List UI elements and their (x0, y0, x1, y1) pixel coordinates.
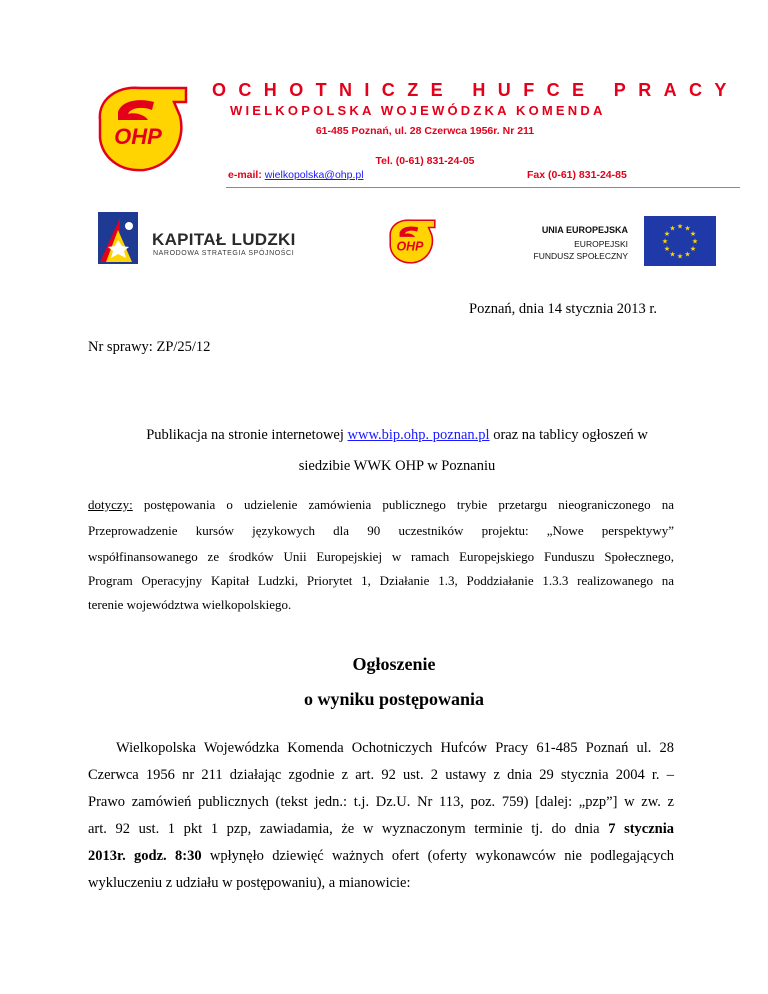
org-subtitle: WIELKOPOLSKA WOJEWÓDZKA KOMENDA (230, 103, 606, 118)
org-name: OCHOTNICZE HUFCE PRACY (212, 80, 739, 100)
body-line-2: Czerwca 1956 nr 211 działając zgodnie z art. 92 ust. 2 ustawy z dnia 29 stycznia 2004 r. – (88, 767, 674, 783)
org-fax: Fax (0-61) 831-24-85 (527, 169, 627, 181)
body-line-4-text: art. 92 ust. 1 pkt 1 pzp, zawiadamia, że w wyznaczonym terminie tj. do dnia (88, 821, 609, 837)
subject-line-3: współfinansowanego ze środków Unii Europejskiej w ramach Europejskiego Funduszu Społecznego, (88, 549, 674, 564)
eu-star-icon: ★ (689, 245, 697, 253)
subject-line-4: Program Operacyjny Kapitał Ludzki, Priorytet 1, Działanie 1.3, Poddziałanie 1.3.3 realizowanego na (88, 573, 674, 588)
case-number: Nr sprawy: ZP/25/12 (88, 339, 211, 355)
subject-line-5: terenie województwa wielkopolskiego. (88, 597, 292, 612)
kapital-ludzki-subtitle: NARODOWA STRATEGIA SPÓJNOŚCI (153, 250, 295, 257)
deadline-date: 7 stycznia (608, 821, 675, 837)
eu-star-icon: ★ (663, 230, 671, 238)
subject-line-1 (88, 497, 674, 513)
ohp-small-logo-text: OHP (396, 239, 424, 254)
publication-text-after: oraz na tablicy ogłoszeń w (489, 427, 648, 443)
org-phone: Tel. (0-61) 831-24-05 (375, 155, 475, 167)
announcement-subtitle: o wyniku postępowania (303, 689, 485, 709)
eu-star-icon: ★ (663, 245, 671, 253)
eu-star-icon: ★ (661, 237, 669, 246)
email-label: e-mail: (228, 169, 262, 181)
announcement-title: Ogłoszenie (352, 654, 436, 674)
eu-star-icon: ★ (676, 222, 684, 231)
publication-text-before: Publikacja na stronie internetowej (146, 427, 348, 443)
header-divider (226, 187, 740, 188)
org-email-line (228, 169, 364, 181)
ohp-small-logo (384, 216, 440, 266)
body-line-1: Wielkopolska Wojewódzka Komenda Ochotniczych Hufców Pracy 61-485 Poznań ul. 28 (116, 740, 674, 756)
eu-label-line1: UNIA EUROPEJSKA (541, 225, 628, 235)
subject-text-1: postępowania o udzielenie zamówienia publicznego trybie przetargu nieograniczonego na (132, 497, 674, 512)
email-link[interactable]: wielkopolska@ohp.pl (264, 169, 364, 181)
eu-label-line2: EUROPEJSKI (574, 239, 628, 249)
deadline-time: 2013r. godz. 8:30 (88, 848, 202, 864)
letter-date: Poznań, dnia 14 stycznia 2013 r. (469, 301, 658, 317)
kapital-ludzki-emblem (96, 210, 140, 266)
ohp-logo-text: OHP (114, 124, 162, 149)
kapital-ludzki-title: KAPITAŁ LUDZKI (152, 230, 296, 249)
eu-star-icon: ★ (684, 224, 691, 233)
publication-line-2: siedzibie WWK OHP w Poznaniu (298, 458, 496, 474)
body-line-6: wykluczeniu z udziału w postępowaniu), a mianowicie: (88, 875, 411, 891)
eu-star-icon: ★ (684, 250, 691, 259)
eu-star-icon: ★ (691, 237, 699, 246)
eu-star-icon: ★ (669, 250, 676, 259)
eu-star-icon: ★ (669, 224, 676, 233)
body-line-5-text: wpłynęło dziewięć ważnych ofert (oferty wykonawców nie podlegających (201, 848, 675, 864)
eu-flag-icon (644, 216, 716, 266)
body-line-5 (88, 848, 674, 866)
body-line-4 (88, 821, 674, 839)
org-address: 61-485 Poznań, ul. 28 Czerwca 1956r. Nr 211 (315, 125, 535, 137)
publication-line-1 (0, 427, 768, 444)
bip-link[interactable]: www.bip.ohp. poznan.pl (347, 427, 490, 443)
eu-label-line3: FUNDUSZ SPOŁECZNY (533, 251, 628, 261)
subject-label: dotyczy: (88, 497, 133, 512)
eu-star-icon: ★ (689, 230, 697, 238)
eu-star-icon: ★ (676, 252, 684, 261)
body-line-3: Prawo zamówień publicznych (tekst jedn.: t.j. Dz.U. Nr 113, poz. 759) [dalej: „pzp”] w zw. z (88, 794, 674, 810)
subject-line-2: Przeprowadzenie kursów językowych dla 90 uczestników projektu: „Nowe perspektywy” (88, 523, 674, 538)
